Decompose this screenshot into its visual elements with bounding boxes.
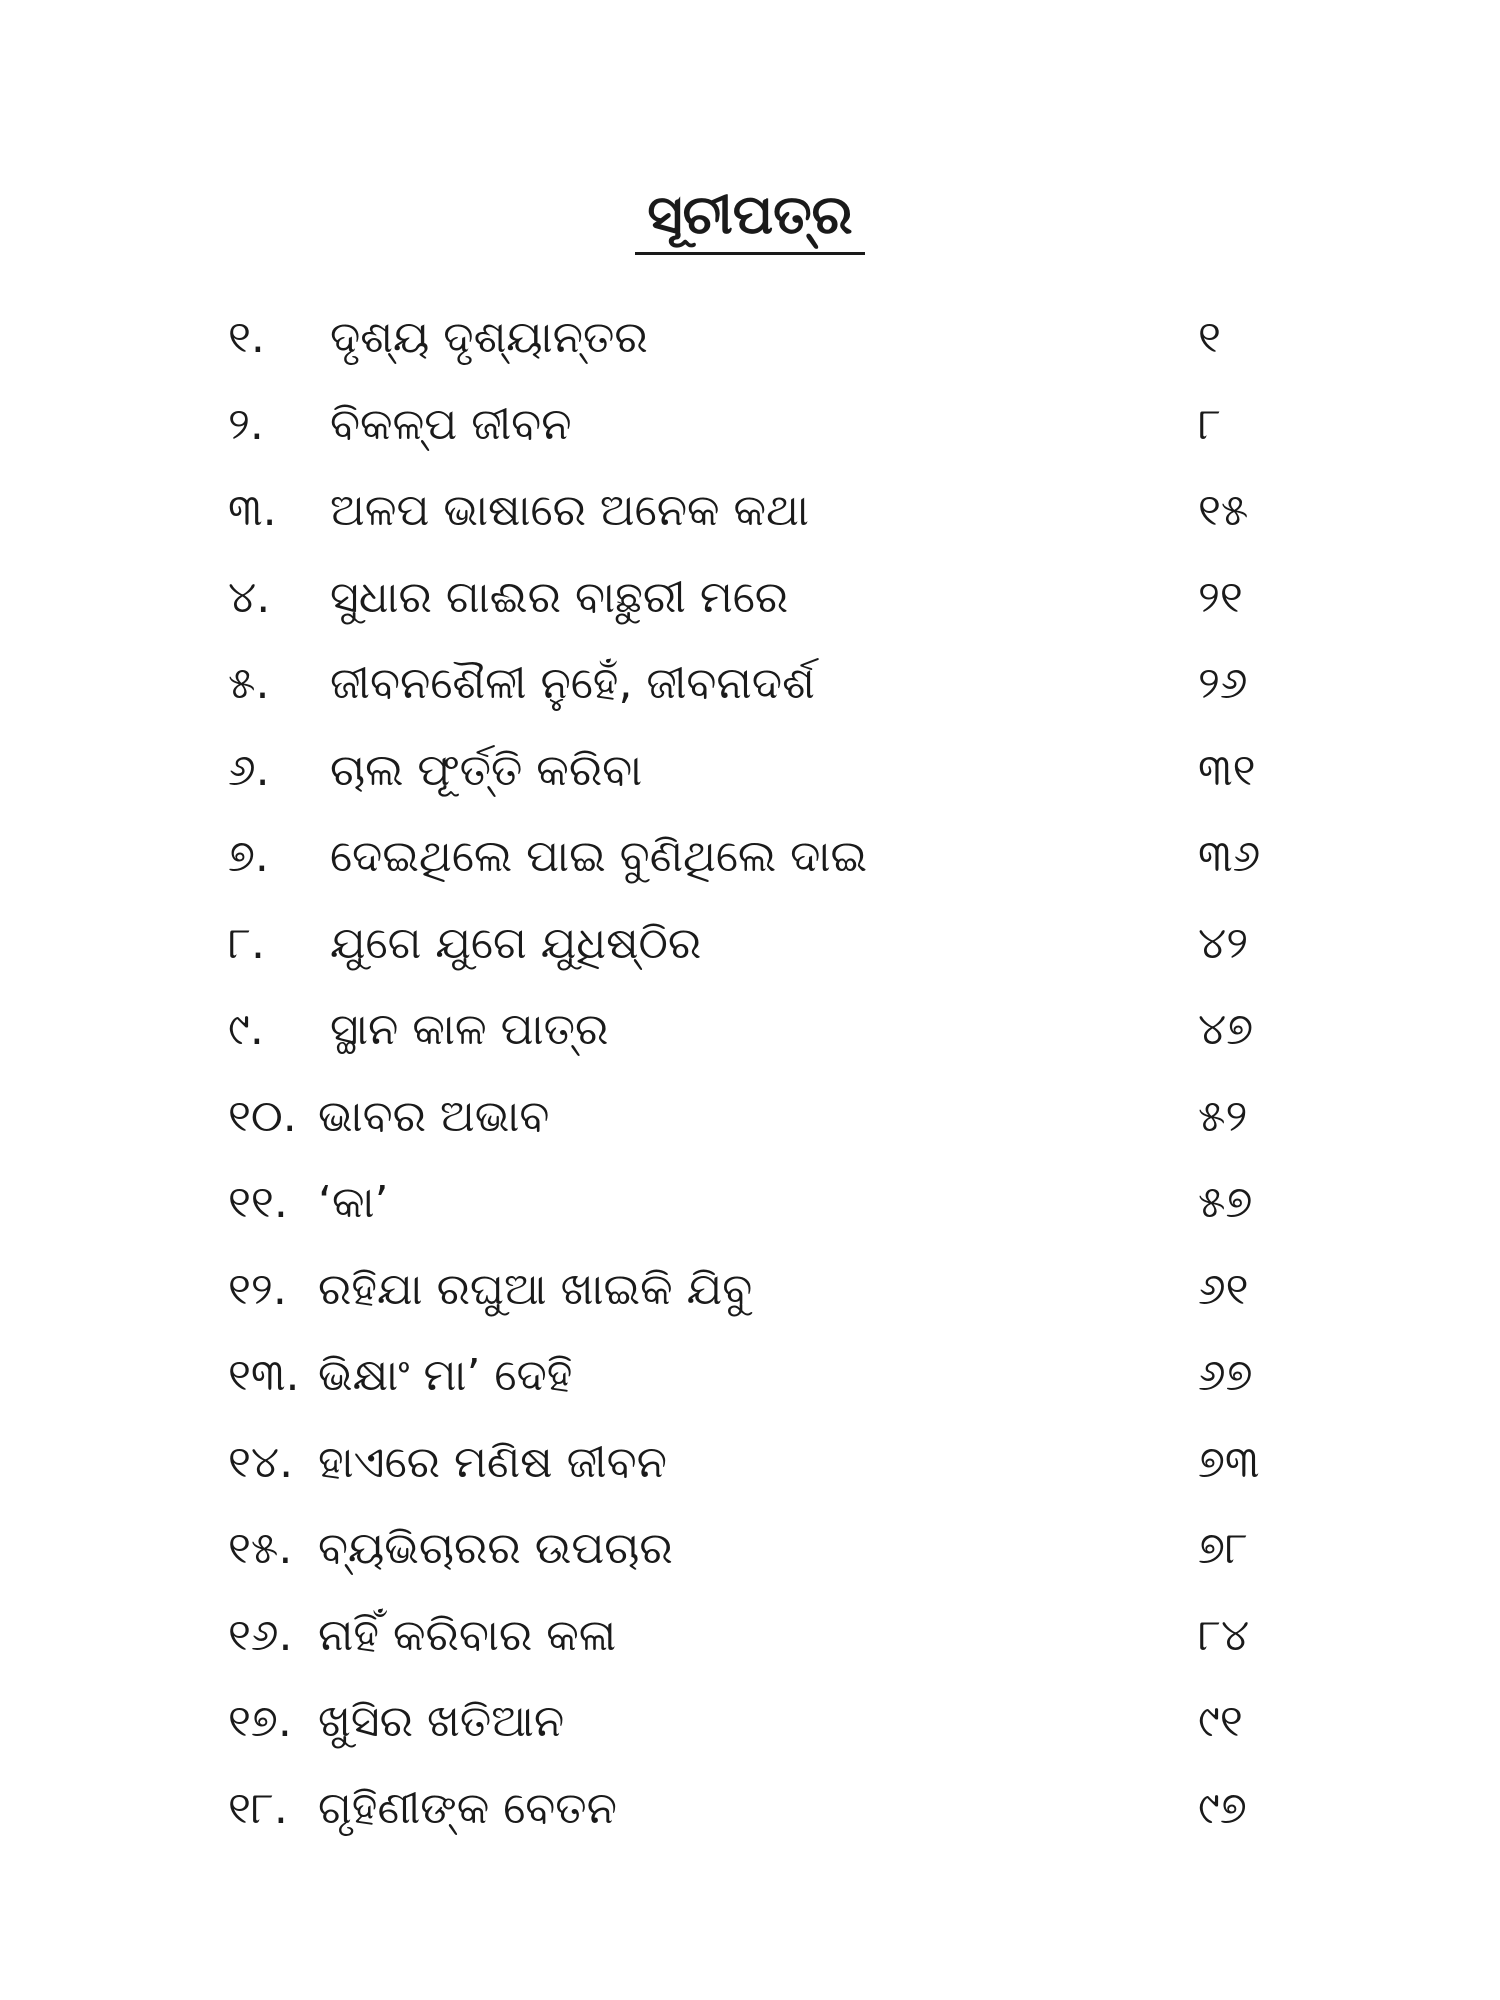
toc-entry [0, 728, 1500, 815]
toc-entry-number: ୯. [228, 1004, 264, 1055]
toc-entry-title: ହାଏରେ ମଣିଷ ଜୀବନ [318, 1436, 667, 1488]
toc-entry [0, 1247, 1500, 1334]
toc-entry-title: ଚାଲ ଫୂର୍ତ୍ତି କରିବା [330, 744, 643, 796]
toc-entry [0, 555, 1500, 642]
toc-entry-title: ବ୍ୟଭିଚାରର ଉପଚାର [318, 1523, 673, 1574]
toc-entry-number: ୨. [228, 398, 264, 450]
toc-entry [0, 1766, 1500, 1853]
toc-entry-number: ୬. [228, 744, 270, 796]
toc-entry-number: ୪. [228, 571, 271, 623]
toc-entry-number: ୧୫. [228, 1523, 293, 1574]
toc-entry-page-number: ୩୧ [1198, 744, 1256, 796]
toc-entry-page-number: ୩୬ [1198, 831, 1261, 882]
toc-entry-title: ଗୃହିଣୀଙ୍କ ବେତନ [318, 1782, 617, 1834]
toc-entry [0, 1333, 1500, 1420]
toc-entry-page-number: ୬୧ [1198, 1263, 1249, 1315]
toc-entry-title: ‘କା’ [318, 1177, 389, 1228]
toc-entry-title: ଭାବର ଅଭାବ [318, 1090, 550, 1142]
page-title-text: ସୂଚୀପତ୍ର [635, 180, 864, 255]
toc-entry [0, 468, 1500, 555]
toc-entry-title: ସ୍ଥାନ କାଳ ପାତ୍ର [330, 1004, 609, 1055]
toc-entry-page-number: ୨୬ [1198, 658, 1248, 709]
toc-entry-number: ୩. [228, 485, 277, 536]
toc-entry-title: ଖୁସିର ଖତିଆନ [318, 1696, 565, 1747]
toc-entry [0, 1506, 1500, 1593]
toc-entry-page-number: ୮ [1198, 398, 1221, 450]
toc-entry-title: ଯୁଗେ ଯୁଗେ ଯୁଧିଷ୍ଠିର [330, 917, 702, 969]
toc-entry-number: ୫. [228, 658, 270, 709]
toc-entry [0, 901, 1500, 988]
toc-entry-title: ବିକଳ୍ପ ଜୀବନ [330, 398, 572, 450]
toc-entry-number: ୧୭. [228, 1696, 292, 1747]
toc-entry [0, 382, 1500, 469]
toc-entry-page-number: ୭୮ [1198, 1523, 1248, 1574]
toc-entry-number: ୧୧. [228, 1177, 288, 1228]
toc-entry [0, 1679, 1500, 1766]
toc-entry-page-number: ୨୧ [1198, 571, 1243, 623]
toc-entry-page-number: ୮୪ [1198, 1609, 1250, 1661]
toc-entry-page-number: ୬୭ [1198, 1350, 1253, 1401]
toc-entry [0, 1160, 1500, 1247]
toc-entry-number: ୧୮. [228, 1782, 288, 1834]
toc-entry-page-number: ୫୭ [1198, 1177, 1253, 1228]
toc-entry [0, 295, 1500, 382]
toc-list [0, 295, 1500, 1852]
toc-entry-page-number: ୪୨ [1198, 917, 1249, 969]
toc-entry-number: ୧୪. [228, 1436, 294, 1488]
toc-entry-title: ଦେଇଥିଲେ ପାଇ ବୁଣିଥିଲେ ଦାଇ [330, 831, 868, 882]
toc-entry [0, 814, 1500, 901]
toc-entry-page-number: ୧୫ [1198, 485, 1249, 536]
toc-entry-number: ୧୦. [228, 1090, 297, 1142]
toc-entry [0, 1593, 1500, 1680]
toc-entry-page-number: ୧ [1198, 312, 1221, 363]
toc-entry-page-number: ୭୩ [1198, 1436, 1260, 1488]
page-title [0, 180, 1500, 255]
toc-entry-title: ଅଳପ ଭାଷାରେ ଅନେକ କଥା [330, 485, 809, 536]
toc-entry-page-number: ୪୭ [1198, 1004, 1254, 1055]
toc-entry-number: ୧୨. [228, 1263, 287, 1315]
toc-entry-title: ନାହିଁ କରିବାର କଳା [318, 1609, 617, 1661]
toc-entry-number: ୧. [228, 312, 265, 363]
toc-entry [0, 1074, 1500, 1161]
toc-entry-number: ୧୬. [228, 1609, 293, 1661]
toc-entry [0, 987, 1500, 1074]
toc-entry-page-number: ୯୭ [1198, 1782, 1247, 1834]
toc-entry-number: ୭. [228, 831, 269, 882]
toc-entry [0, 641, 1500, 728]
toc-entry-title: ରହିଯା ରଘୁଆ ଖାଇକି ଯିବୁ [318, 1263, 753, 1315]
toc-entry-number: ୧୩. [228, 1350, 300, 1401]
toc-entry-title: ଭିକ୍ଷାଂ ମା’ ଦେହି [318, 1350, 573, 1401]
toc-entry-title: ଦୃଶ୍ୟ ଦୃଶ୍ୟାନ୍ତର [330, 312, 648, 363]
toc-entry-title: ସୁଧାର ଗାଈର ବାଛୁରୀ ମରେ [330, 571, 789, 623]
toc-entry [0, 1420, 1500, 1507]
toc-entry-title: ଜୀବନଶୈଳୀ ନୁହେଁ, ଜୀବନାଦର୍ଶ [330, 658, 815, 709]
toc-entry-number: ୮. [228, 917, 265, 969]
toc-entry-page-number: ୯୧ [1198, 1696, 1243, 1747]
toc-entry-page-number: ୫୨ [1198, 1090, 1248, 1142]
